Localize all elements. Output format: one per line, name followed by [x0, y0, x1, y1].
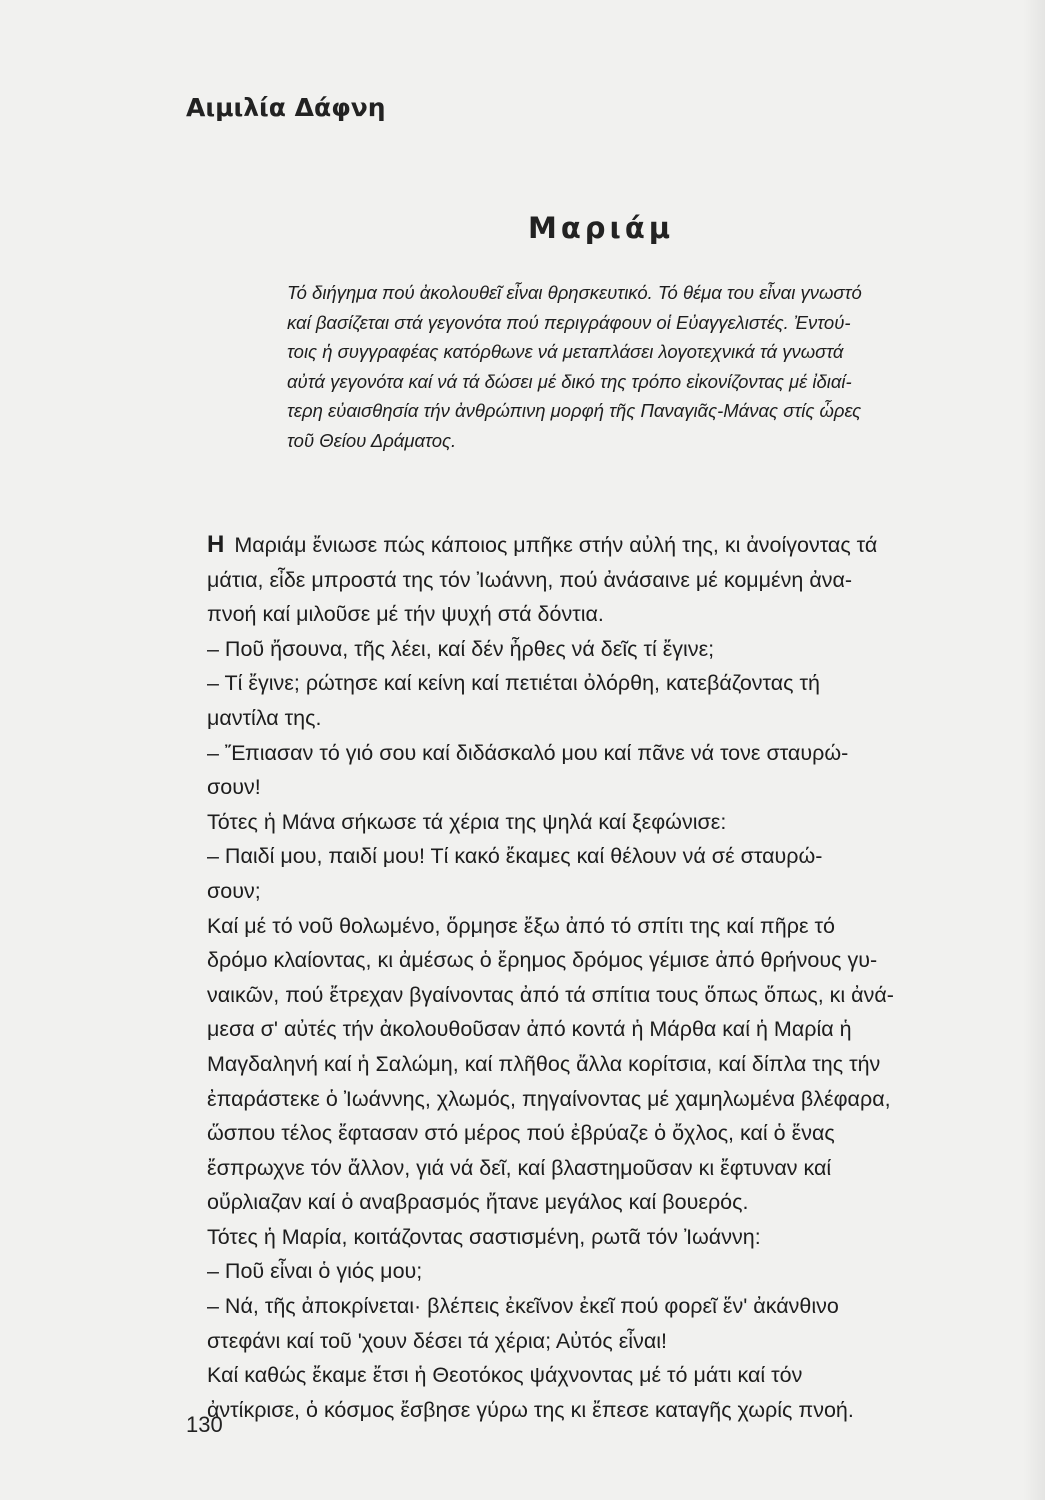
body-line: ἀντίκρισε, ὁ κόσμος ἔσβησε γύρω της κι ἔπεσε καταγῆς χωρίς πνοή.: [207, 1397, 854, 1422]
body-line: ἐπαράστεκε ὁ Ἰωάννης, χλωμός, πηγαίνοντας μέ χαμηλωμένα βλέφαρα,: [207, 1086, 891, 1111]
body-line: Καί μέ τό νοῦ θολωμένο, ὅρμησε ἔξω ἀπό τό σπίτι της καί πῆρε τό: [207, 913, 835, 938]
intro-note: [287, 278, 1024, 455]
intro-line: Τό διήγημα πού ἀκολουθεῖ εἶναι θρησκευτικό. Τό θέμα του εἶναι γνωστό: [287, 282, 862, 303]
intro-line: καί βασίζεται στά γεγονότα πού περιγράφουν οἱ Εὐαγγελιστές. Ἐντού-: [287, 311, 851, 333]
intro-line: τοις ἡ συγγραφέας κατόρθωνε νά μεταπλάσει λογοτεχνικά τά γνωστά: [287, 341, 844, 362]
body-line: σουν!: [207, 775, 261, 800]
dialogue-line: – Ποῦ ἤσουνα, τῆς λέει, καί δέν ἦρθες νά δεῖς τί ἔγινε;: [207, 636, 715, 661]
body-line: μάτια, εἶδε μπροστά της τόν Ἰωάννη, πού ἀνάσαινε μέ κομμένη ἀνα-: [207, 567, 853, 592]
page-number: 130: [186, 1412, 223, 1437]
dialogue-line: – Τί ἔγινε; ρώτησε καί κείνη καί πετιέται ὀλόρθη, κατεβάζοντας τή: [207, 671, 820, 696]
drop-cap: Η: [207, 531, 225, 558]
body-line: Καί καθώς ἔκαμε ἔτσι ἡ Θεοτόκος ψάχνοντας μέ τό μάτι καί τόν: [207, 1363, 803, 1388]
body-line: ὥσπου τέλος ἔφτασαν στό μέρος πού ἐβρύαζε ὁ ὄχλος, καί ὁ ἕνας: [207, 1121, 835, 1146]
dialogue-line: – Ἔπιασαν τό γιό σου καί διδάσκαλό μου καί πᾶνε νά τονε σταυρώ-: [207, 740, 849, 765]
body-line: οὔρλιαζαν καί ὁ αναβρασμός ἤτανε μεγάλος καί βουερός.: [207, 1190, 749, 1215]
intro-line: τοῦ Θείου Δράματος.: [287, 429, 457, 451]
body-line: δρόμο κλαίοντας, κι ἀμέσως ὁ ἔρημος δρόμος γέμισε ἀπό θρήνους γυ-: [207, 948, 878, 973]
dialogue-line: – Ποῦ εἶναι ὁ γιός μου;: [207, 1259, 423, 1284]
body-line: Τότες ἡ Μαρία, κοιτάζοντας σαστισμένη, ρωτᾶ τόν Ἰωάννη:: [207, 1224, 761, 1249]
body-line: Μαγδαληνή καί ἡ Σαλώμη, καί πλῆθος ἄλλα κορίτσια, καί δίπλα της τήν: [207, 1051, 881, 1076]
story-body: [207, 528, 1021, 1427]
body-line: στεφάνι καί τοῦ 'χουν δέσει τά χέρια; Αὐτός εἶναι!: [207, 1328, 668, 1353]
body-line: ναικῶν, πού ἔτρεχαν βγαίνοντας ἀπό τά σπίτια τους ὅπως ὅπως, κι ἀνά-: [207, 982, 894, 1007]
intro-line: τερη εὐαισθησία τήν ἀνθρώπινη μορφή τῆς Παναγιᾶς-Μάνας στίς ὧρες: [287, 400, 862, 421]
body-line: Τότες ἡ Μάνα σήκωσε τά χέρια της ψηλά καί ξεφώνισε:: [207, 809, 727, 834]
body-line: μαντίλα της.: [207, 705, 322, 730]
body-line: σουν;: [207, 878, 261, 903]
page-edge-shadow: [1023, 0, 1045, 1500]
body-line: Η Μαριάμ ἔνιωσε πώς κάποιος μπῆκε στήν αὐλή της, κι ἀνοίγοντας τά: [207, 531, 878, 558]
author-name: Αιμιλία Δάφνη: [186, 93, 386, 122]
dialogue-line: – Παιδί μου, παιδί μου! Τί κακό ἔκαμες καί θέλουν νά σέ σταυρώ-: [207, 844, 823, 869]
dialogue-line: – Νά, τῆς ἀποκρίνεται· βλέπεις ἐκεῖνον ἐκεῖ πού φορεῖ ἕν' ἀκάνθινο: [207, 1294, 839, 1319]
story-title: Μαριάμ: [528, 211, 675, 245]
body-line: ἔσπρωχνε τόν ἄλλον, γιά νά δεῖ, καί βλαστημοῦσαν κι ἔφτυναν καί: [207, 1155, 832, 1180]
intro-line: αὐτά γεγονότα καί νά τά δώσει μέ δικό της τρόπο εἰκονίζοντας μέ ἰδιαί-: [287, 370, 852, 392]
body-line: πνοή καί μιλοῦσε μέ τήν ψυχή στά δόντια.: [207, 602, 604, 627]
body-line: μεσα σ' αὐτές τήν ἀκολουθοῦσαν ἀπό κοντά ἡ Μάρθα καί ἡ Μαρία ἡ: [207, 1017, 852, 1042]
